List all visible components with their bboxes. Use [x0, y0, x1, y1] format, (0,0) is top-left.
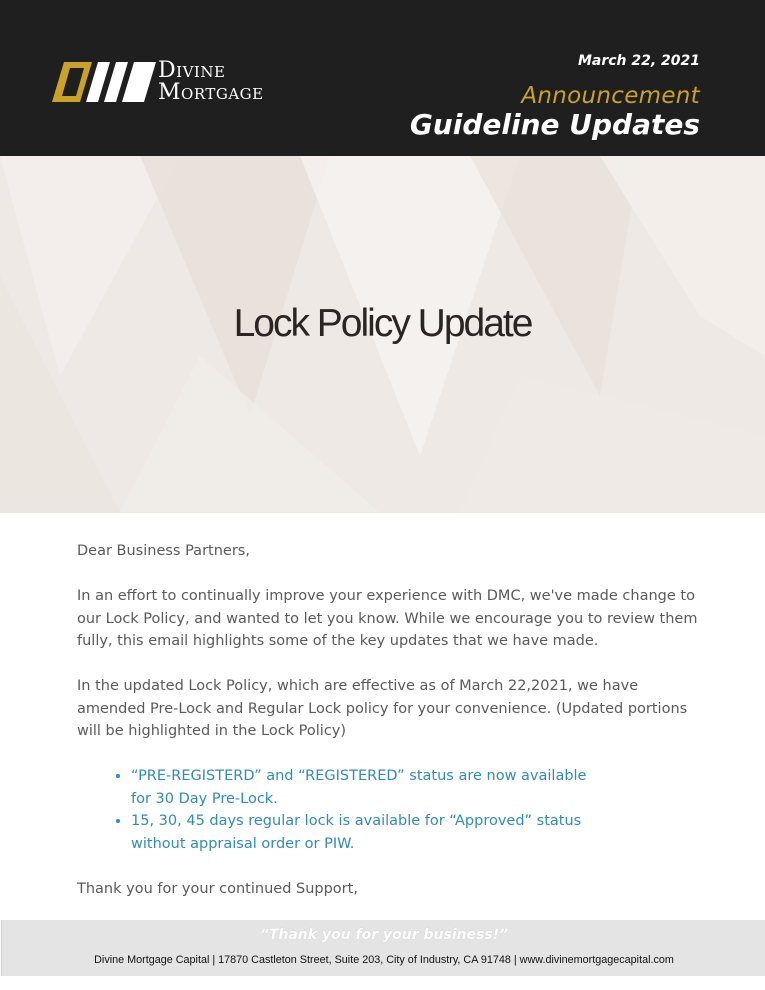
paragraph-policy: In the updated Lock Policy, which are effective as of March 22,2021, we have amended Pre-Lock and Regular Lock policy for your convenience. (Updated portions will be highlighted in the Lock Policy) [77, 678, 688, 739]
title-banner [0, 156, 765, 513]
update-list [77, 765, 591, 855]
closing: Thank you for your continued Support, [77, 880, 358, 897]
announcement-date: March 22, 2021 [577, 53, 700, 69]
logo-wordmark [158, 60, 264, 104]
footer-address: Divine Mortgage Capital | 17870 Castleton Street, Suite 203, City of Industry, CA 91748 | www.divinemortgagecapital.com [94, 954, 674, 966]
greeting: Dear Business Partners, [77, 543, 250, 559]
divine-mortgage-logo [52, 60, 282, 104]
list-item: • 15, 30, 45 days regular lock is available for “Approved” status without appraisal order or PIW. [131, 810, 591, 855]
letter-body [77, 540, 702, 923]
guideline-updates-title: Guideline Updates [409, 108, 700, 141]
logo-line-1: Divine [158, 58, 226, 83]
page-title: Lock Policy Update [233, 302, 532, 345]
announcement-label: Announcement [521, 83, 700, 109]
footer-quote: “Thank you for your business!” [259, 927, 509, 943]
footer-bar [1, 920, 765, 976]
logo-stripes-icon [52, 62, 156, 102]
paragraph-intro: In an effort to continually improve your experience with DMC, we've made change to our Lock Policy, and wanted to let you know. While we encourage you to review them fully, this email highlights some of the key updates that we have made. [77, 588, 698, 649]
list-item: • “PRE-REGISTERD” and “REGISTERED” status are now available for 30 Day Pre-Lock. [131, 765, 591, 810]
logo-line-2: Mortgage [158, 80, 264, 105]
header-bar [0, 0, 765, 156]
